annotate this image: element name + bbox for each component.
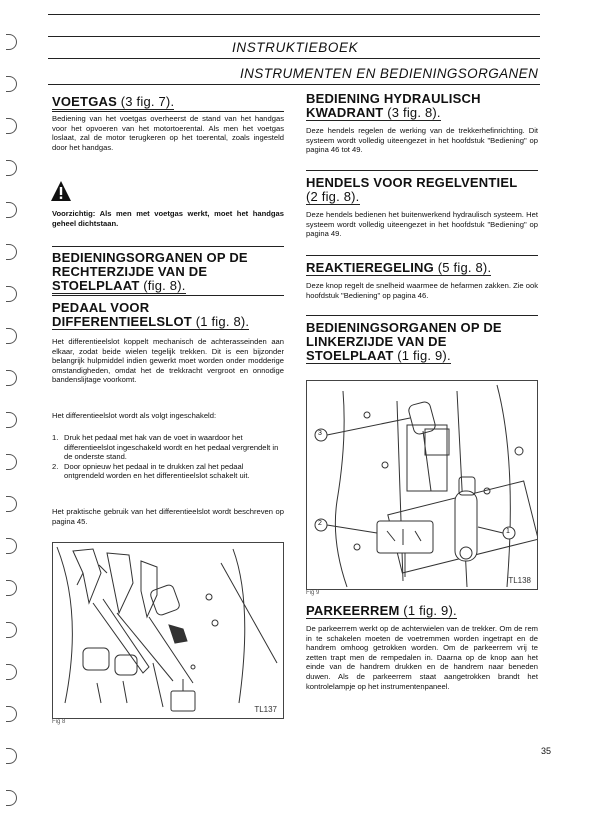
voetgas-text: Bediening van het voetgas overheerst de stand van het handgas voor het opvoeren van het motortoerental. Als men het voetgas loslaat, zal de motor terugkeren op het toerental, zoals ingesteld door het handgas. (52, 114, 284, 152)
header-rule (48, 58, 540, 59)
hendels-text: Deze hendels bedienen het buitenwerkend hydraulisch systeem. Het systeem wordt volledig uiteengezet in het hoofdstuk "Bediening" op pagina 49. (306, 210, 538, 239)
heading-rule (52, 295, 284, 296)
manual-title: INSTRUKTIEBOEK (232, 40, 359, 55)
hendels-heading: HENDELS VOOR REGELVENTIEL (2 fig. 8). (306, 175, 518, 204)
heading-rule (52, 111, 284, 112)
callout-label: 3 (318, 430, 322, 437)
rechter-heading: BEDIENINGSORGANEN OP DE RECHTERZIJDE VAN DE STOELPLAAT (fig. 8). (52, 250, 248, 293)
ring (6, 244, 17, 260)
ring (6, 454, 17, 470)
list-item: 2. Door opnieuw het pedaal in te drukken zal het pedaal ontgrendeld worden en het differentieelslot schakelt uit. (52, 461, 250, 481)
section-title: INSTRUMENTEN EN BEDIENINGSORGANEN (240, 66, 539, 81)
ring (6, 496, 17, 512)
ring (6, 76, 17, 92)
ring (6, 580, 17, 596)
parkeerrem-heading: PARKEERREM (1 fig. 9). (306, 603, 457, 618)
pedal-illustration (53, 543, 283, 718)
page-number: 35 (541, 746, 552, 756)
voetgas-heading: VOETGAS (3 fig. 7). (52, 94, 175, 109)
ring (6, 328, 17, 344)
top-rule (48, 14, 540, 15)
hydraulisch-text: Deze hendels regelen de werking van de trekkerhefinrichting. Dit systeem wordt volledig uiteengezet in het hoofdstuk "Bediening" op pagina 46 tot 49. (306, 126, 538, 155)
parkeerrem-text: De parkeerrem werkt op de achterwielen van de trekker. Om de rem in te schakelen moeten de voetremmen worden ingetrapt en de handrem omhoog getrokken worden. Om de parkeerrem vrij te zetten trapt men de rempedalen in. Daarna op de knop aan het einde van de handrem drukken en de handrem naar beneden duwen. Als de parkeerrem staat aangetrokken brandt het kontrolelampje op het instrumentenpaneel. (306, 624, 538, 691)
figure-caption: Fig 8 (52, 719, 66, 725)
ring (6, 706, 17, 722)
linker-heading: BEDIENINGSORGANEN OP DE LINKERZIJDE VAN DE STOELPLAAT (1 fig. 9). (306, 320, 502, 363)
hydraulisch-heading: BEDIENING HYDRAULISCH KWADRANT (3 fig. 8). (306, 91, 481, 120)
handbrake-illustration (307, 381, 537, 589)
ring (6, 202, 17, 218)
pedaal-heading: PEDAAL VOOR DIFFERENTIEELSLOT (1 fig. 8). (52, 300, 250, 329)
ring (6, 538, 17, 554)
figure-code: TL137 (254, 705, 277, 714)
reaktie-text: Deze knop regelt de snelheid waarmee de hefarmen zakken. Zie ook hoofdstuk "Bediening" op pagina 46. (306, 281, 538, 300)
callout-label: 1 (506, 528, 510, 535)
ring (6, 790, 17, 806)
ring (6, 160, 17, 176)
header-rule (48, 84, 540, 85)
list-item: 1. Druk het pedaal met hak van de voet in waardoor het differentieelslot ingeschakeld wordt en het pedaal vergrendelt in de onderste stand. (52, 433, 279, 462)
heading-rule (306, 255, 538, 256)
pedaal-text-3: Het praktische gebruik van het differentieelslot wordt beschreven op pagina 45. (52, 507, 284, 526)
warning-text: Voorzichtig: Als men met voetgas werkt, moet het handgas geheel dichtstaan. (52, 209, 284, 228)
heading-rule (52, 246, 284, 247)
reaktie-heading: REAKTIEREGELING (5 fig. 8). (306, 260, 492, 275)
pedaal-text-1: Het differentieelslot koppelt mechanisch de achterasseinden aan elkaar, zodat beide wielen tegelijk trekken. Dit is een bijzonder belangrijk hulpmiddel indien gewerkt moet worden onder modderige omstandigheden, omdat het de trekkracht vergroot en onnodige bandenslijtage voorkomt. (52, 337, 284, 385)
pedaal-steps (52, 433, 284, 481)
heading-rule (306, 170, 538, 171)
ring (6, 118, 17, 134)
ring (6, 370, 17, 386)
figure-9 (306, 380, 538, 590)
header-rule (48, 36, 540, 37)
ring (6, 748, 17, 764)
figure-8 (52, 542, 284, 719)
ring (6, 664, 17, 680)
pedaal-text-2: Het differentieelslot wordt als volgt ingeschakeld: (52, 411, 217, 420)
callout-label: 2 (318, 520, 322, 527)
ring (6, 622, 17, 638)
figure-code: TL138 (508, 576, 531, 585)
ring (6, 412, 17, 428)
ring (6, 286, 17, 302)
ring (6, 34, 17, 50)
warning-icon (50, 180, 72, 202)
figure-caption: Fig 9 (306, 590, 320, 596)
heading-rule (306, 315, 538, 316)
